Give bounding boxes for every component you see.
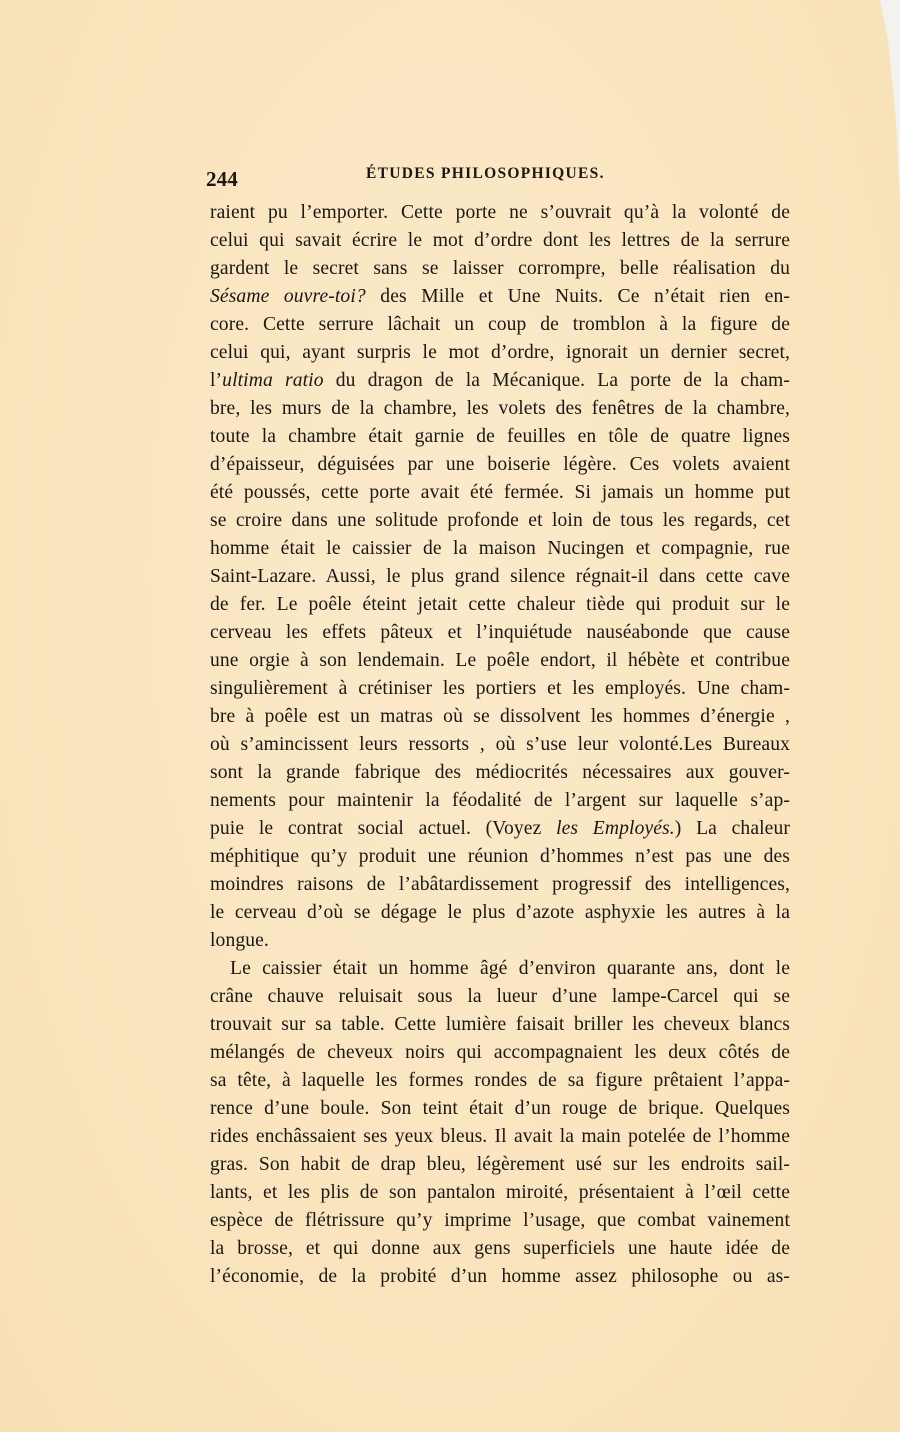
text-line — [210, 1067, 790, 1095]
line-text: lants, et les plis de son pantalon miroité, présentaient à l’œil cette — [210, 1182, 790, 1203]
page-number: 244 — [206, 167, 238, 191]
line-text: mélangés de cheveux noirs qui accompagnaient les deux côtés de — [210, 1042, 790, 1063]
text-line — [210, 731, 790, 759]
text-line — [210, 563, 790, 591]
italic-text: Sésame ouvre-toi? — [210, 286, 366, 307]
line-text: été poussés, cette porte avait été fermée. Si jamais un homme put — [210, 482, 790, 503]
line-text: rence d’une boule. Son teint était d’un rouge de brique. Quelques — [210, 1098, 790, 1119]
text-line — [210, 507, 790, 535]
line-text: core. Cette serrure lâchait un coup de tromblon à la figure de — [210, 314, 790, 335]
text-line — [210, 703, 790, 731]
line-text: longue. — [210, 930, 269, 951]
line-text: puie le contrat social actuel. (Voyez — [210, 818, 557, 839]
text-line — [210, 479, 790, 507]
text-line — [210, 1123, 790, 1151]
line-text: Le caissier était un homme âgé d’environ quarante ans, dont le — [230, 958, 790, 979]
text-line — [210, 843, 790, 871]
text-line — [210, 927, 790, 955]
line-text: gras. Son habit de drap bleu, légèrement usé sur les endroits sail- — [210, 1154, 790, 1175]
text-line — [210, 759, 790, 787]
body-text — [210, 199, 790, 1291]
line-text: de fer. Le poêle éteint jetait cette chaleur tiède qui produit sur le — [210, 594, 790, 615]
line-text: bre à poêle est un matras où se dissolvent les hommes d’énergie , — [210, 706, 790, 727]
text-line — [210, 395, 790, 423]
text-line — [210, 815, 790, 843]
text-line — [210, 451, 790, 479]
line-text: Saint-Lazare. Aussi, le plus grand silence régnait-il dans cette cave — [210, 566, 790, 587]
text-line — [210, 1207, 790, 1235]
line-text: l’ — [210, 370, 223, 391]
text-line — [210, 983, 790, 1011]
line-text: des Mille et Une Nuits. Ce n’était rien en- — [365, 286, 790, 307]
line-text: moindres raisons de l’abâtardissement progressif des intelligences, — [210, 874, 790, 895]
line-text: bre, les murs de la chambre, les volets des fenêtres de la chambre, — [210, 398, 790, 419]
line-text: celui qui, ayant surpris le mot d’ordre, ignorait un dernier secret, — [210, 342, 790, 363]
line-text: gardent le secret sans se laisser corrompre, belle réalisation du — [210, 258, 790, 279]
line-text: rides enchâssaient ses yeux bleus. Il avait la main potelée de l’homme — [210, 1126, 790, 1147]
text-line — [210, 787, 790, 815]
line-text: du dragon de la Mécanique. La porte de la cham- — [323, 370, 790, 391]
text-line — [210, 1039, 790, 1067]
line-text: méphitique qu’y produit une réunion d’hommes n’est pas une des — [210, 846, 790, 867]
line-text: toute la chambre était garnie de feuilles en tôle de quatre lignes — [210, 426, 790, 447]
text-line — [210, 591, 790, 619]
line-text: où s’amincissent leurs ressorts , où s’use leur volonté.Les Bureaux — [210, 734, 790, 755]
text-line — [210, 1151, 790, 1179]
line-text: ) La chaleur — [674, 818, 790, 839]
line-text: le cerveau d’où se dégage le plus d’azote asphyxie les autres à la — [210, 902, 790, 923]
line-text: nements pour maintenir la féodalité de l’argent sur laquelle s’ap- — [210, 790, 790, 811]
text-line — [210, 339, 790, 367]
text-line — [210, 311, 790, 339]
text-line — [210, 1095, 790, 1123]
text-line — [210, 227, 790, 255]
line-text: cerveau les effets pâteux et l’inquiétude nauséabonde que cause — [210, 622, 790, 643]
text-line — [210, 871, 790, 899]
text-line — [210, 619, 790, 647]
line-text: d’épaisseur, déguisées par une boiserie légère. Ces volets avaient — [210, 454, 790, 475]
text-line — [210, 1235, 790, 1263]
line-text: crâne chauve reluisait sous la lueur d’une lampe-Carcel qui se — [210, 986, 790, 1007]
italic-text: les Employés. — [556, 818, 675, 839]
text-line — [210, 1263, 790, 1291]
line-text: l’économie, de la probité d’un homme assez philosophe ou as- — [210, 1266, 790, 1287]
line-text: sa tête, à laquelle les formes rondes de sa figure prêtaient l’appa- — [210, 1070, 790, 1091]
line-text: raient pu l’emporter. Cette porte ne s’ouvrait qu’à la volonté de — [210, 202, 790, 223]
page-curl — [880, 0, 900, 200]
page-header — [206, 165, 790, 199]
text-line — [210, 647, 790, 675]
text-line — [210, 955, 790, 983]
text-block — [206, 165, 790, 1291]
text-line — [210, 283, 790, 311]
line-text: singulièrement à crétiniser les portiers et les employés. Une cham- — [210, 678, 790, 699]
line-text: homme était le caissier de la maison Nucingen et compagnie, rue — [210, 538, 790, 559]
italic-text: ultima ratio — [222, 370, 324, 391]
text-line — [210, 675, 790, 703]
line-text: trouvait sur sa table. Cette lumière faisait briller les cheveux blancs — [210, 1014, 790, 1035]
text-line — [210, 423, 790, 451]
line-text: la brosse, et qui donne aux gens superficiels une haute idée de — [210, 1238, 790, 1259]
line-text: sont la grande fabrique des médiocrités nécessaires aux gouver- — [210, 762, 790, 783]
text-line — [210, 199, 790, 227]
text-line — [210, 367, 790, 395]
line-text: celui qui savait écrire le mot d’ordre dont les lettres de la serrure — [210, 230, 790, 251]
text-line — [210, 899, 790, 927]
text-line — [210, 535, 790, 563]
line-text: se croire dans une solitude profonde et loin de tous les regards, cet — [210, 510, 790, 531]
text-line — [210, 1179, 790, 1207]
running-title: ÉTUDES PHILOSOPHIQUES. — [366, 165, 605, 182]
text-line — [210, 255, 790, 283]
line-text: une orgie à son lendemain. Le poêle endort, il hébète et contribue — [210, 650, 790, 671]
line-text: espèce de flétrissure qu’y imprime l’usage, que combat vainement — [210, 1210, 790, 1231]
text-line — [210, 1011, 790, 1039]
